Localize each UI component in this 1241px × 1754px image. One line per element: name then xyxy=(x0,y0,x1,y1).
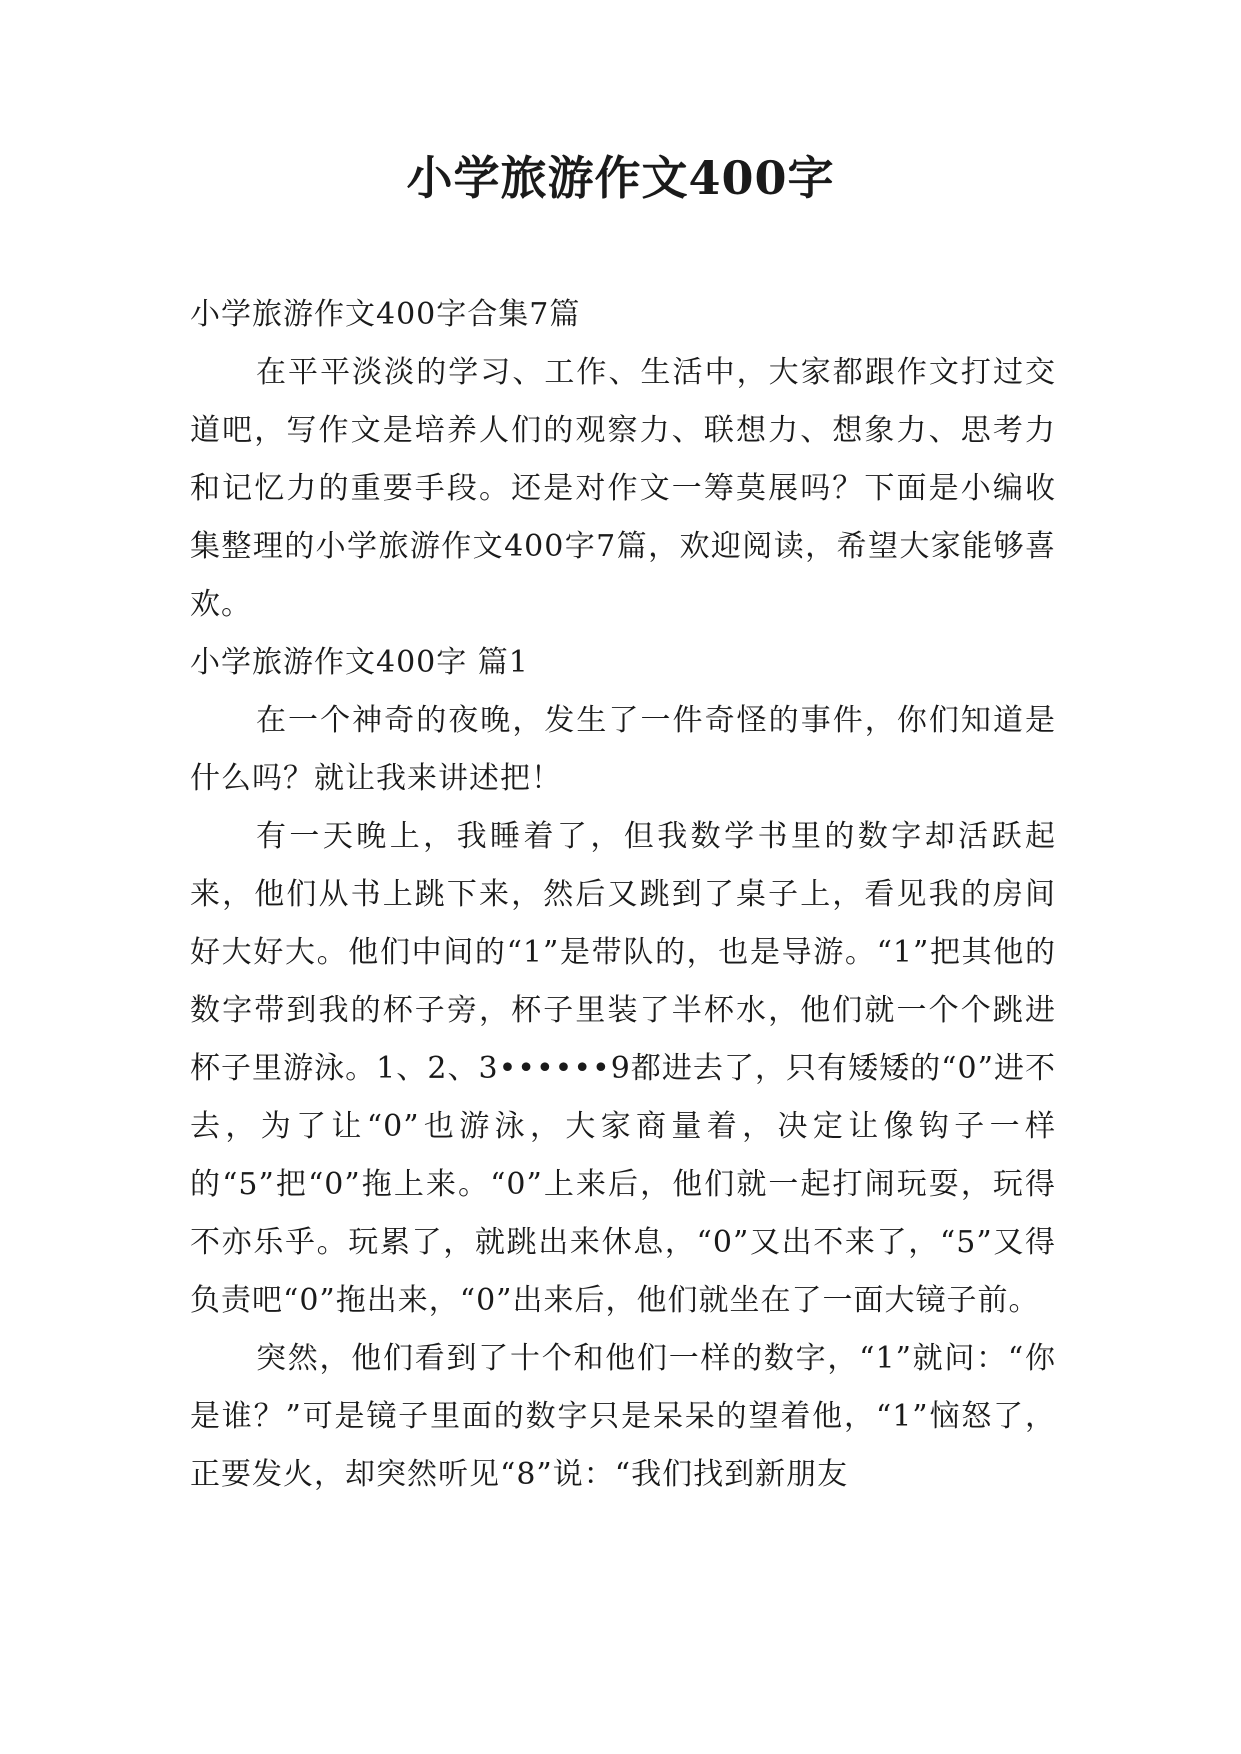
section-heading: 小学旅游作文400字 篇1 xyxy=(190,645,529,680)
body-paragraph: 有一天晚上，我睡着了，但我数学书里的数字却活跃起来，他们从书上跳下来，然后又跳到了桌子上，看见我的房间好大好大。他们中间的“1”是带队的，也是导游。“1”把其他的数字带到我的杯子旁，杯子里装了半杯水，他们就一个个跳进杯子里游泳。1、2、3••••••9都进去了，只有矮矮的“0”进不去，为了让“0”也游泳，大家商量着，决定让像钩子一样的“5”把“0”拖上来。“0”上来后，他们就一起打闹玩耍，玩得不亦乐乎。玩累了，就跳出来休息，“0”又出不来了，“5”又得负责吧“0”拖出来，“0”出来后，他们就坐在了一面大镜子前。 xyxy=(190,819,1056,1318)
body-paragraph: 突然，他们看到了十个和他们一样的数字，“1”就问：“你是谁？”可是镜子里面的数字只是呆呆的望着他，“1”恼怒了，正要发火，却突然听见“8”说：“我们找到新朋友 xyxy=(190,1341,1056,1492)
document-body xyxy=(190,286,1056,1504)
body-paragraph: 在一个神奇的夜晚，发生了一件奇怪的事件，你们知道是什么吗？就让我来讲述把！ xyxy=(190,703,1056,796)
collection-subtitle: 小学旅游作文400字合集7篇 xyxy=(190,297,581,332)
document-title: 小学旅游作文400字 xyxy=(406,151,835,205)
intro-paragraph: 在平平淡淡的学习、工作、生活中，大家都跟作文打过交道吧，写作文是培养人们的观察力、联想力、想象力、思考力和记忆力的重要手段。还是对作文一筹莫展吗？下面是小编收集整理的小学旅游作文400字7篇，欢迎阅读，希望大家能够喜欢。 xyxy=(190,355,1056,622)
